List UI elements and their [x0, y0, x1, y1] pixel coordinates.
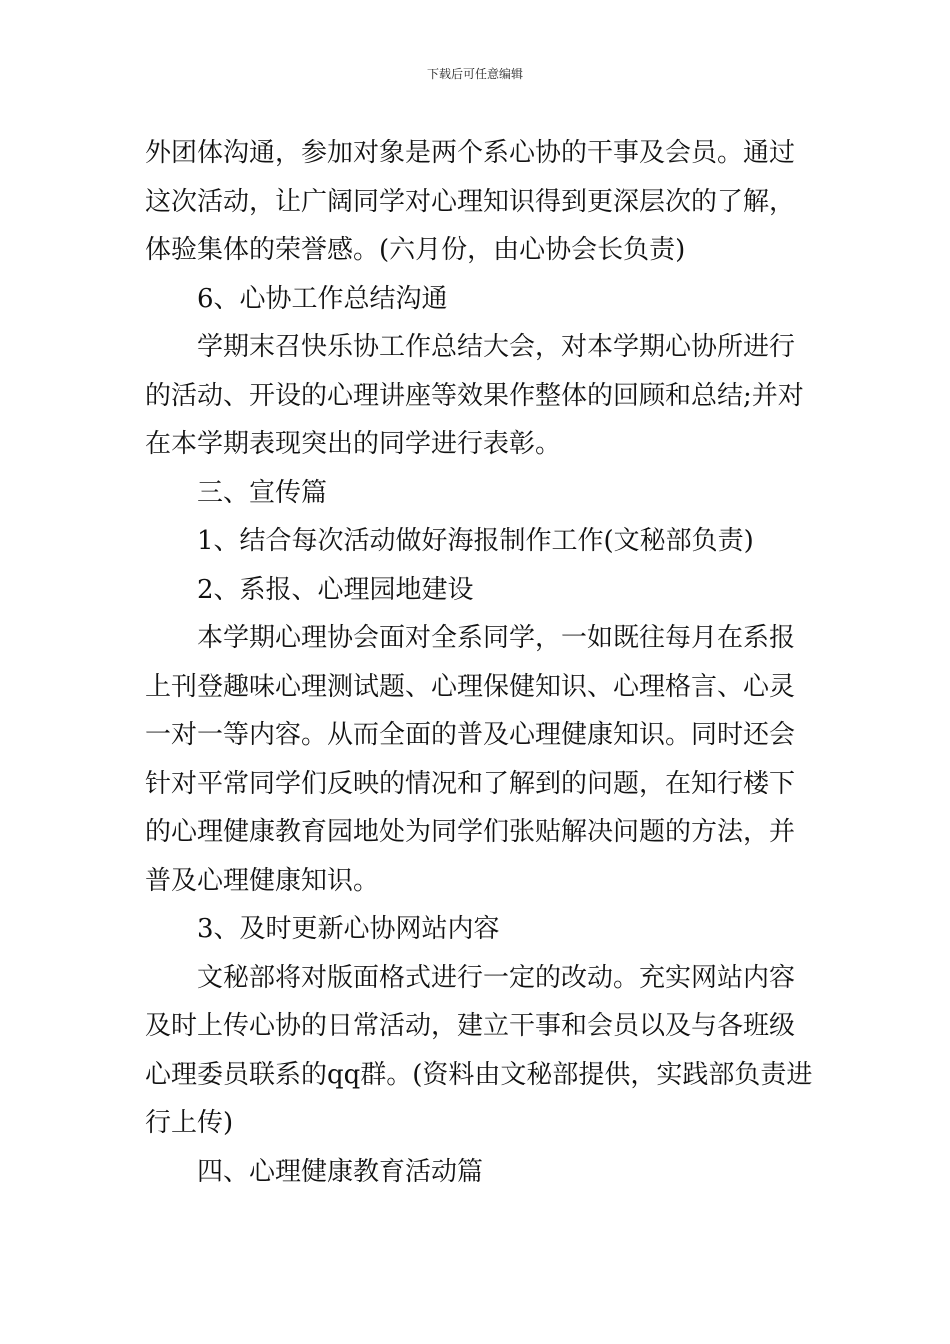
paragraph-line: 学期末召快乐协工作总结大会，对本学期心协所进行: [197, 332, 796, 362]
document-body: [145, 129, 815, 1196]
paragraph-line: 普及心理健康知识。: [145, 865, 380, 896]
paragraph-line: 外团体沟通，参加对象是两个系心协的干事及会员。通过: [145, 138, 796, 168]
paragraph-line: 在本学期表现突出的同学进行表彰。: [145, 429, 562, 459]
paragraph-line: 本学期心理协会面对全系同学，一如既往每月在系报: [197, 623, 796, 653]
page-header: 下载后可任意编辑: [426, 67, 523, 81]
list-item: 3、及时更新心协网站内容: [197, 914, 500, 944]
paragraph-line: 针对平常同学们反映的情况和了解到的问题，在知行楼下: [145, 768, 796, 799]
section-heading: 6、心协工作总结沟通: [197, 283, 448, 314]
list-item: 2、系报、心理园地建设: [197, 574, 474, 605]
paragraph-line: 的心理健康教育园地处为同学们张贴解决问题的方法，并: [145, 817, 796, 847]
paragraph-line: 上刊登趣味心理测试题、心理保健知识、心理格言、心灵: [145, 671, 796, 702]
list-item: 1、结合每次活动做好海报制作工作(文秘部负责): [197, 526, 754, 556]
paragraph-line: 心理委员联系的qq群。(资料由文秘部提供，实践部负责进: [145, 1059, 813, 1090]
paragraph-line: 文秘部将对版面格式进行一定的改动。充实网站内容: [197, 962, 796, 993]
section-heading: 三、宣传篇: [197, 477, 328, 508]
paragraph-line: 行上传): [145, 1108, 234, 1138]
section-heading: 四、心理健康教育活动篇: [197, 1156, 484, 1187]
paragraph-line: 这次活动，让广阔同学对心理知识得到更深层次的了解，: [145, 186, 796, 217]
paragraph-line: 及时上传心协的日常活动，建立干事和会员以及与各班级: [145, 1011, 796, 1041]
paragraph-line: 的活动、开设的心理讲座等效果作整体的回顾和总结;并对: [145, 380, 804, 411]
paragraph-line: 一对一等内容。从而全面的普及心理健康知识。同时还会: [145, 720, 796, 750]
paragraph-line: 体验集体的荣誉感。(六月份，由心协会长负责): [145, 235, 686, 265]
